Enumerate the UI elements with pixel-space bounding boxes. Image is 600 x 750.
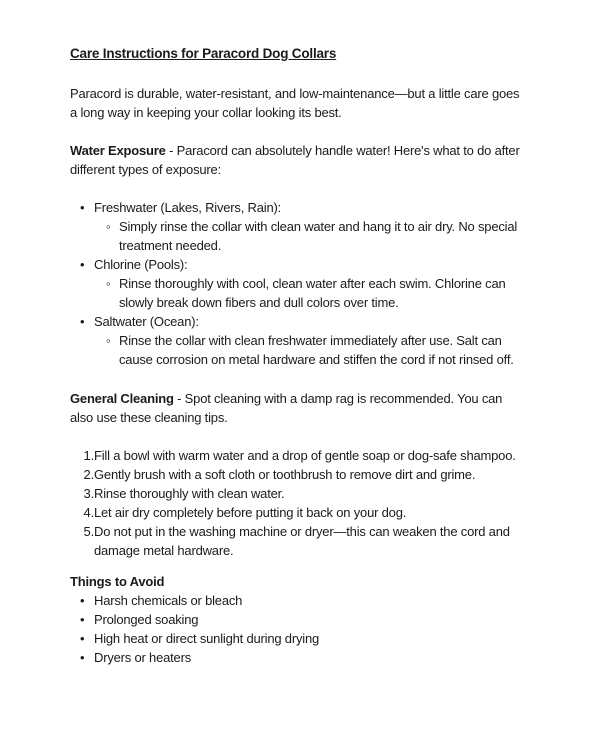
circle-marker-icon: ◦ — [106, 219, 111, 234]
list-item-text: Harsh chemicals or bleach — [94, 593, 243, 608]
list-item-body — [94, 312, 527, 369]
circle-marker-icon: ◦ — [106, 276, 111, 291]
number-marker: 4. — [83, 505, 94, 520]
intro-paragraph: Paracord is durable, water-resistant, and low-maintenance—but a little care goes a long way in keeping your collar looking its best. — [70, 86, 520, 120]
general-cleaning-text: - Spot cleaning with a damp rag is recommended. You can also use these cleaning tips. — [70, 391, 503, 425]
bullet-marker-icon: • — [80, 593, 85, 608]
number-marker: 5. — [83, 524, 94, 539]
bullet-marker-icon: • — [80, 650, 85, 665]
list-item-body — [94, 255, 527, 312]
numbered-list-item — [70, 503, 527, 522]
sub-list-item-text: Rinse thoroughly with cool, clean water after each swim. Chlorine can slowly break down fibers and dull colors over time. — [119, 276, 506, 310]
bullet-marker-icon: • — [80, 314, 85, 329]
water-exposure-list — [70, 198, 527, 369]
list-item-body — [94, 198, 527, 255]
cleaning-steps-list — [70, 446, 527, 560]
list-item — [70, 591, 527, 610]
numbered-list-item — [70, 446, 527, 465]
list-item-text: Prolonged soaking — [94, 612, 199, 627]
list-item-text: High heat or direct sunlight during drying — [94, 631, 320, 646]
list-item — [70, 198, 527, 255]
list-item — [70, 312, 527, 369]
list-item — [70, 629, 527, 648]
general-cleaning-heading: General Cleaning — [70, 391, 174, 406]
list-item — [70, 610, 527, 629]
numbered-list-item-text: Do not put in the washing machine or dryer—this can weaken the cord and damage metal hardware. — [94, 524, 510, 558]
general-cleaning-paragraph — [70, 389, 527, 427]
list-item-label: Saltwater (Ocean): — [94, 314, 199, 329]
numbered-list-item — [70, 465, 527, 484]
things-to-avoid-list — [70, 591, 527, 667]
document-title: Care Instructions for Paracord Dog Collars — [70, 46, 337, 61]
sub-list-item-text: Simply rinse the collar with clean water and hang it to air dry. No special treatment needed. — [119, 219, 518, 253]
bullet-marker-icon: • — [80, 631, 85, 646]
numbered-list-item — [70, 484, 527, 503]
bullet-marker-icon: • — [80, 200, 85, 215]
water-exposure-heading: Water Exposure — [70, 143, 166, 158]
list-item-text: Dryers or heaters — [94, 650, 192, 665]
numbered-list-item-text: Gently brush with a soft cloth or toothbrush to remove dirt and grime. — [94, 467, 476, 482]
number-marker: 1. — [83, 448, 94, 463]
sub-list-item — [94, 217, 527, 255]
numbered-list-item-text: Rinse thoroughly with clean water. — [94, 486, 285, 501]
water-exposure-paragraph — [70, 141, 527, 179]
circle-marker-icon: ◦ — [106, 333, 111, 348]
numbered-list-item — [70, 522, 527, 560]
numbered-list-item-text: Fill a bowl with warm water and a drop of gentle soap or dog-safe shampoo. — [94, 448, 516, 463]
sub-list-item — [94, 274, 527, 312]
bullet-marker-icon: • — [80, 612, 85, 627]
number-marker: 2. — [83, 467, 94, 482]
things-to-avoid-heading: Things to Avoid — [70, 574, 165, 589]
bullet-marker-icon: • — [80, 257, 85, 272]
list-item — [70, 255, 527, 312]
list-item-label: Freshwater (Lakes, Rivers, Rain): — [94, 200, 282, 215]
list-item-label: Chlorine (Pools): — [94, 257, 188, 272]
sub-list-item — [94, 331, 527, 369]
water-exposure-text: - Paracord can absolutely handle water! Here's what to do after different types of exposure: — [70, 143, 520, 177]
list-item — [70, 648, 527, 667]
numbered-list-item-text: Let air dry completely before putting it back on your dog. — [94, 505, 407, 520]
sub-list-item-text: Rinse the collar with clean freshwater immediately after use. Salt can cause corrosion on metal hardware and stiffen the cord if not rinsed off. — [119, 333, 514, 367]
number-marker: 3. — [83, 486, 94, 501]
